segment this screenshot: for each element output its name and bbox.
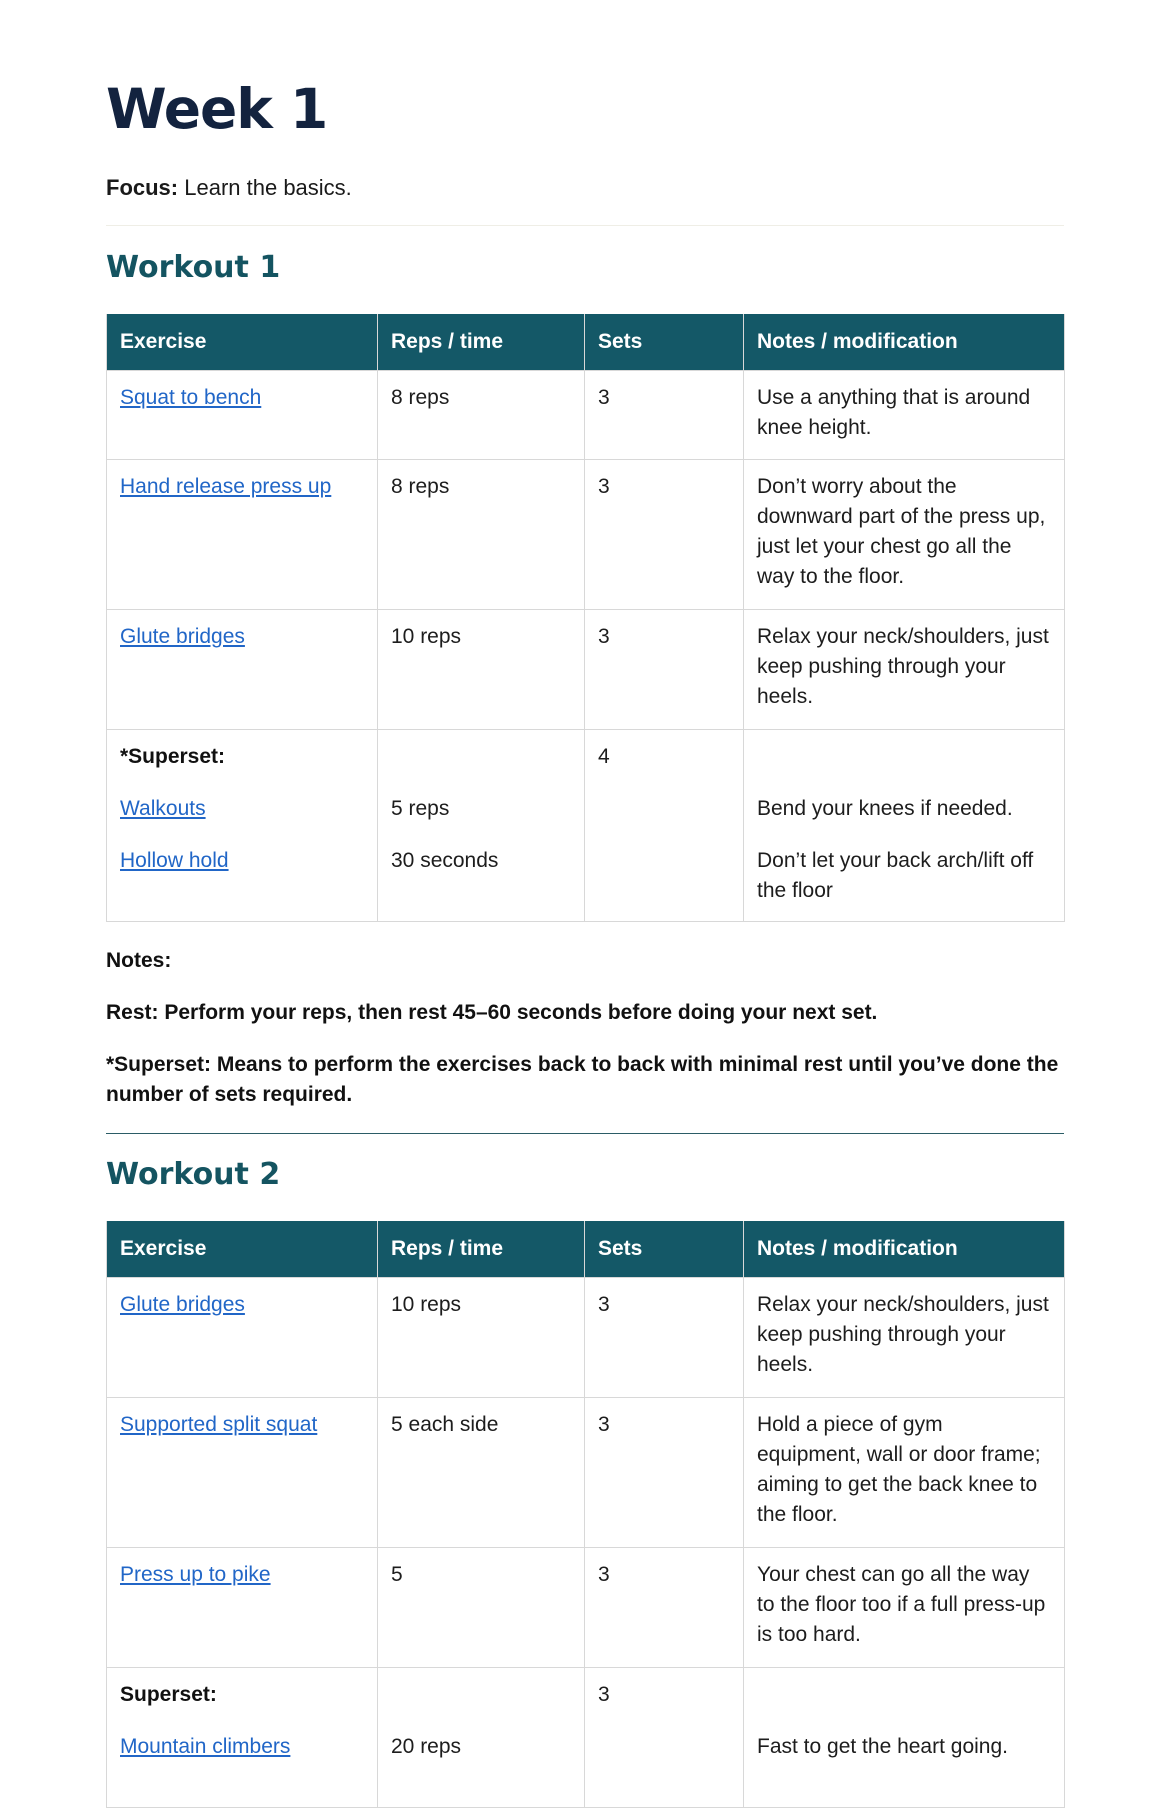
header-exercise: Exercise	[107, 1221, 378, 1278]
notes-cell: Relax your neck/shoulders, just keep pushing through your heels.	[744, 610, 1065, 730]
exercise-link[interactable]: Supported split squat	[120, 1413, 318, 1436]
focus-line	[106, 174, 352, 202]
exercise-cell	[107, 371, 378, 460]
table-row	[107, 371, 1065, 460]
superset-row	[107, 730, 1065, 922]
header-exercise: Exercise	[107, 314, 378, 371]
sets-cell: 3	[585, 1668, 744, 1808]
reps-cell: 8 reps	[378, 371, 585, 460]
header-reps: Reps / time	[378, 1221, 585, 1278]
table-row	[107, 1548, 1065, 1668]
header-reps: Reps / time	[378, 314, 585, 371]
header-notes: Notes / modification	[744, 1221, 1065, 1278]
notes-value: Don’t let your back arch/lift off the floor	[757, 849, 1034, 902]
reps-value: 30 seconds	[391, 849, 499, 872]
workout-1-table	[106, 314, 1065, 922]
reps-cell: 5	[378, 1548, 585, 1668]
divider	[106, 1133, 1064, 1134]
notes-cell: Your chest can go all the way to the floor too if a full press-up is too hard.	[744, 1548, 1065, 1668]
reps-cell: 10 reps	[378, 1278, 585, 1398]
notes-cell	[744, 1668, 1065, 1808]
sets-cell: 3	[585, 371, 744, 460]
sets-cell: 3	[585, 1398, 744, 1548]
sets-cell: 3	[585, 610, 744, 730]
reps-cell	[378, 730, 585, 922]
focus-label: Focus:	[106, 175, 179, 200]
exercise-cell	[107, 1548, 378, 1668]
notes-cell	[744, 730, 1065, 922]
notes-cell: Don’t worry about the downward part of the press up, just let your chest go all the way to the floor.	[744, 460, 1065, 610]
workout-2-table	[106, 1221, 1065, 1808]
table-row	[107, 1398, 1065, 1548]
workout-2-title: Workout 2	[106, 1157, 281, 1192]
exercise-link[interactable]: Mountain climbers	[120, 1735, 291, 1758]
superset-label: Superset:	[120, 1683, 217, 1706]
superset-row	[107, 1668, 1065, 1808]
page-title: Week 1	[106, 77, 328, 141]
notes-cell: Relax your neck/shoulders, just keep pushing through your heels.	[744, 1278, 1065, 1398]
header-sets: Sets	[585, 314, 744, 371]
notes-value: Fast to get the heart going.	[757, 1735, 1008, 1758]
exercise-cell	[107, 730, 378, 922]
table-header-row	[107, 1221, 1065, 1278]
exercise-cell	[107, 460, 378, 610]
sets-cell: 3	[585, 1278, 744, 1398]
notes-value: Bend your knees if needed.	[757, 797, 1013, 820]
table-row	[107, 610, 1065, 730]
exercise-link[interactable]: Hand release press up	[120, 475, 332, 498]
reps-cell: 5 each side	[378, 1398, 585, 1548]
notes-section	[106, 946, 1064, 1132]
exercise-cell	[107, 1278, 378, 1398]
sets-cell: 3	[585, 1548, 744, 1668]
focus-text: Learn the basics.	[178, 175, 352, 200]
sets-cell: 4	[585, 730, 744, 922]
exercise-cell	[107, 610, 378, 730]
exercise-cell	[107, 1668, 378, 1808]
reps-value: 20 reps	[391, 1735, 462, 1758]
notes-cell: Use a anything that is around knee height.	[744, 371, 1065, 460]
rest-note: Rest: Perform your reps, then rest 45–60 seconds before doing your next set.	[106, 1001, 878, 1024]
notes-cell: Hold a piece of gym equipment, wall or door frame; aiming to get the back knee to the floor.	[744, 1398, 1065, 1548]
workout-1-title: Workout 1	[106, 250, 281, 285]
exercise-link[interactable]: Walkouts	[120, 797, 206, 820]
reps-cell: 8 reps	[378, 460, 585, 610]
notes-heading: Notes:	[106, 949, 172, 972]
header-sets: Sets	[585, 1221, 744, 1278]
reps-cell	[378, 1668, 585, 1808]
header-notes: Notes / modification	[744, 314, 1065, 371]
table-row	[107, 1278, 1065, 1398]
superset-label: *Superset:	[120, 745, 226, 768]
exercise-link[interactable]: Glute bridges	[120, 1293, 245, 1316]
reps-cell: 10 reps	[378, 610, 585, 730]
table-header-row	[107, 314, 1065, 371]
reps-value: 5 reps	[391, 797, 450, 820]
exercise-link[interactable]: Press up to pike	[120, 1563, 271, 1586]
superset-note: *Superset: Means to perform the exercises back to back with minimal rest until you’ve done the number of sets required.	[106, 1053, 1059, 1106]
exercise-link[interactable]: Glute bridges	[120, 625, 245, 648]
exercise-link[interactable]: Hollow hold	[120, 849, 229, 872]
exercise-cell	[107, 1398, 378, 1548]
exercise-link[interactable]: Squat to bench	[120, 386, 262, 409]
divider	[106, 225, 1064, 226]
sets-cell: 3	[585, 460, 744, 610]
table-row	[107, 460, 1065, 610]
